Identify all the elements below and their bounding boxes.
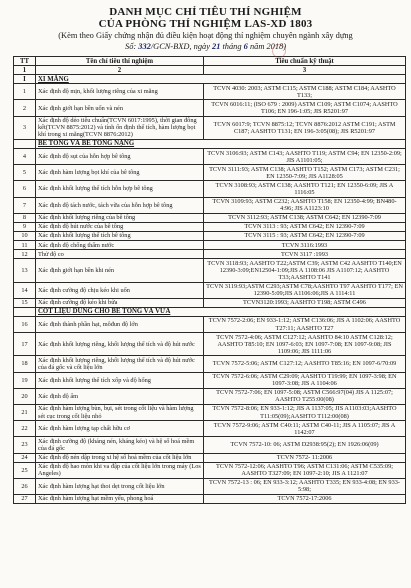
table-body [14, 75, 406, 504]
document-subtitle-line1: (Kèm theo Giấy chứng nhận đủ điều kiện hoạt động thí nghiệm chuyên ngành xây dựng [58, 31, 353, 40]
test-name: Xác định độ hút nước của bê tông [36, 222, 204, 231]
table-row [14, 316, 406, 332]
table-row [14, 149, 406, 165]
technical-standard: TCVN 3113 : 93; ASTM C642; EN 12390-7:09 [204, 222, 406, 231]
technical-standard: TCVN 3118:93; AASHTO T22;ASTM C39; ASTM C42 AASHTO T140;EN 12390-3:09;EN12504-1:09;JIS A 1108:06 JIS A1107:12; AASHTO T33;AASHTO T141 [204, 259, 406, 282]
table-row [14, 222, 406, 231]
technical-standard: TCVN 7572-4:06; ASTM C127:12; AASHTO 84:10 ASTM C128:12; AASHTO T85:10; EN 1097-6:03; EN 1097-7:08; EN 1097-9:08; JIS 1109:06; JIS 1111:06 [204, 333, 406, 356]
table-header-row [14, 57, 406, 66]
technical-standard: TCVN3120:1993; AASHTO T198; ASTM C496 [204, 298, 406, 307]
row-number: 20 [14, 388, 36, 404]
test-name: Xác định độ nén dập trong xi hệ số hoá mềm của cốt liệu lớn [36, 453, 204, 462]
subtitle-month-label: tháng [220, 42, 244, 51]
test-name: Xác định hàm lượng hạt thoi dẹt trong cốt liệu lớn [36, 478, 204, 494]
test-name: Xác định độ chống thấm nước [36, 241, 204, 250]
technical-standard: TCVN 6017:9; TCVN 8875:12; TCVN 8876:2012 ASTM C191; ASTM C187; AASHTO T131; EN 196-3:05(08); JIS R5201:97 [204, 116, 406, 139]
test-name: Xác định hàm lượng hạt mềm yếu, phong hoá [36, 494, 204, 503]
row-number: 19 [14, 372, 36, 388]
section-label: BÊ TÔNG VÀ BÊ TÔNG NẶNG [36, 139, 406, 148]
technical-standard: TCVN 3108:93; ASTM C138; AASHTO T121; EN 12350-6:09; JIS A 1116:05 [204, 181, 406, 197]
table-row [14, 213, 406, 222]
test-name: Xác định độ mịn, khối lượng riêng của xi măng [36, 84, 204, 100]
technical-standard: TCVN 3111:93; ASTM C138; AASHTO T152; ASTM C173; ASTM C231; EN 12350-7:09; JIS A1128:05 [204, 165, 406, 181]
row-number: 14 [14, 282, 36, 298]
column-number: 2 [36, 66, 204, 75]
row-number: 25 [14, 462, 36, 478]
technical-standard: TCVN 3109:93; ASTM C232; AASHTO T158; EN 12350-4:99; BN480-4:96; JIS A1123:10 [204, 197, 406, 213]
test-criteria-table [13, 56, 406, 504]
test-name: Xác định độ ẩm [36, 388, 204, 404]
test-name: Xác định khối lượng riêng của bê tông [36, 213, 204, 222]
row-number: 27 [14, 494, 36, 503]
section-number [14, 307, 36, 316]
test-name: Xác định khối lượng thể tích bê tông [36, 231, 204, 240]
table-row [14, 478, 406, 494]
column-number: 3 [204, 66, 406, 75]
section-label: CỐT LIỆU DÙNG CHO BÊ TÔNG VÀ VỮA [36, 307, 406, 316]
technical-standard: TCVN 7572-13 : 06; EN 933-3:12; AASHTO T335; EN 933-4:08; EN 933-5:98; [204, 478, 406, 494]
technical-standard: TCVN 3112:93; ASTM C138; ASTM C642; EN 12390-7:09 [204, 213, 406, 222]
subtitle-mid: /GCN-BXD, ngày [150, 42, 213, 51]
section-number: I [14, 75, 36, 84]
document-subtitle-line2 [0, 42, 411, 51]
test-name: Xác định độ dẻo tiêu chuẩn(TCVN 6017:1995), thời gian đông kết(TCVN 8875:2012) và tính ổn định thể tích, hàm lượng bọt khí trong xi măng(TCVN 8876:2012) [36, 116, 204, 139]
table-row [14, 494, 406, 503]
table-row [14, 388, 406, 404]
document-title-line2: CỦA PHÒNG THÍ NGHIỆM LAS-XD 1803 [98, 18, 313, 30]
subtitle-year: năm 2018) [247, 42, 286, 51]
technical-standard: TCVN 4030: 2003; ASTM C115; ASTM C188; ASTM C184; AASHTO T133; [204, 84, 406, 100]
technical-standard: TCVN 7572-8:06; EN 933-1:12; JIS A 1137:05; JIS A1103:03;AASHTO T11:05(09);AASHTO T112:00(08) [204, 404, 406, 420]
issue-month: 6 [243, 42, 248, 51]
row-number: 8 [14, 213, 36, 222]
document-title-line1: DANH MỤC CHỈ TIÊU THÍ NGHIỆM [109, 6, 302, 18]
row-number: 10 [14, 231, 36, 240]
table-row [14, 181, 406, 197]
row-number: 13 [14, 259, 36, 282]
table-row [14, 282, 406, 298]
technical-standard: TCVN 7572- 11:2006 [204, 453, 406, 462]
technical-standard: TCVN 7572-7:06; EN 1097-5:08; ASTM C566:97(04) JIS A 1125:07; AASHTO T255:00(08) [204, 388, 406, 404]
test-name: Xác định giới hạn bền khi nén [36, 259, 204, 282]
row-number: 1 [14, 84, 36, 100]
certificate-number: 332 [138, 42, 151, 51]
technical-standard: TCVN 7572-5:06; ASTM C127:12; AASHTO T85:16; EN 1097-6/70:09 [204, 356, 406, 372]
table-row [14, 231, 406, 240]
table-row [14, 453, 406, 462]
technical-standard: TCVN 6016:11; (ISO 679 : 2009) ASTM C109; ASTM C1074; AASHTO T106; EN 196-1:05; JIS R5201:97 [204, 100, 406, 116]
test-name: Xác định hàm lượng bùn, bụi, sét trong cốt liệu và hàm lượng sét cục trong cốt liệu nhỏ [36, 404, 204, 420]
subtitle-so: Số: [125, 42, 139, 51]
column-number: 1 [14, 66, 36, 75]
table-row [14, 116, 406, 139]
technical-standard: TCVN 7572-10: 06; ASTM D2938:95(2); EN 1926:06(09) [204, 437, 406, 453]
table-row [14, 165, 406, 181]
test-name: Xác định khối lượng thể tích xốp và độ hổng [36, 372, 204, 388]
row-number: 17 [14, 333, 36, 356]
table-row [14, 372, 406, 388]
header-tt: TT [14, 57, 36, 66]
section-number [14, 139, 36, 148]
table-row [14, 250, 406, 259]
table-row [14, 100, 406, 116]
test-name: Xác định độ tách nước, tách vữa của hỗn hợp bê tông [36, 197, 204, 213]
row-number: 11 [14, 241, 36, 250]
test-name: Xác định cường độ (kháng nén, kháng kéo) và hệ số hoá mềm của đá gốc [36, 437, 204, 453]
stamp-mark [272, 44, 286, 58]
technical-standard: TCVN 7572-6:06; ASTM C29:09; AASHTO T19:99; EN 1097-3:98; EN 1097-3:08; JIS A 1104:06 [204, 372, 406, 388]
row-number: 22 [14, 421, 36, 437]
test-name: Xác định thành phần hạt, môđun độ lớn [36, 316, 204, 332]
table-row [14, 197, 406, 213]
header-standard: Tiêu chuẩn kỹ thuật [204, 57, 406, 66]
test-name: Xác định cường độ kéo khi bửa [36, 298, 204, 307]
row-number: 6 [14, 181, 36, 197]
column-number-row [14, 66, 406, 75]
test-name: Thử độ co [36, 250, 204, 259]
technical-standard: TCVN 3119:93;ASTM C293;ASTM C78;AASHTO T97 AASHTO T177; EN 12390-5:09;JIS A1106:06;JIS A 1114:11 [204, 282, 406, 298]
table-row [14, 259, 406, 282]
issue-day: 21 [212, 42, 221, 51]
table-row [14, 298, 406, 307]
technical-standard: TCVN 7572-9:06; ASTM C40:11; ASTM C40-11; JIS A 1105:07; JIS A 1142:07 [204, 421, 406, 437]
test-name: Xác định độ sụt của hỗn hợp bê tông [36, 149, 204, 165]
technical-standard: TCVN 3106:93; ASTM C143; AASHTO T119; ASTM C94; EN 12350-2:09; JIS A1101:05; [204, 149, 406, 165]
table-row [14, 421, 406, 437]
row-number: 24 [14, 453, 36, 462]
table-row [14, 356, 406, 372]
test-name: Xác định hàm lượng tạp chất hữu cơ [36, 421, 204, 437]
test-name: Xác định giới hạn bền uốn và nén [36, 100, 204, 116]
row-number: 4 [14, 149, 36, 165]
technical-standard: TCVN 7572-12:06; AASHTO T96; ASTM C131:06; ASTM C535:09; AASHTO T327:09; EN 1097-2:10; JIS A 1121:07 [204, 462, 406, 478]
technical-standard: TCVN 7572-2:06; EN 933-1:12; ASTM C136:06; JIS A 1102:06; AASHTO T27:11; AASHTO T27 [204, 316, 406, 332]
technical-standard: TCVN 3117 :1993 [204, 250, 406, 259]
row-number: 7 [14, 197, 36, 213]
row-number: 18 [14, 356, 36, 372]
row-number: 3 [14, 116, 36, 139]
section-row [14, 139, 406, 148]
test-name: Xác định hàm lượng bọt khí của bê tông [36, 165, 204, 181]
table-row [14, 241, 406, 250]
table-row [14, 462, 406, 478]
row-number: 26 [14, 478, 36, 494]
row-number: 2 [14, 100, 36, 116]
table-row [14, 404, 406, 420]
table-row [14, 333, 406, 356]
test-name: Xác định khối lượng riêng, khối lượng thể tích và độ hút nước [36, 333, 204, 356]
row-number: 23 [14, 437, 36, 453]
test-name: Xác định cường độ chịu kéo khi uốn [36, 282, 204, 298]
test-name: Xác định khối lượng riêng, khối lượng thể tích và độ hút nước của đá gốc và cốt liệu lớn [36, 356, 204, 372]
row-number: 9 [14, 222, 36, 231]
section-row-cement [14, 75, 406, 84]
row-number: 15 [14, 298, 36, 307]
row-number: 5 [14, 165, 36, 181]
row-number: 16 [14, 316, 36, 332]
technical-standard: TCVN 3116:1993 [204, 241, 406, 250]
header-name: Tên chỉ tiêu thí nghiệm [36, 57, 204, 66]
table-row [14, 84, 406, 100]
section-row [14, 307, 406, 316]
section-label: XI MĂNG [36, 75, 406, 84]
row-number: 21 [14, 404, 36, 420]
table-row [14, 437, 406, 453]
technical-standard: TCVN 7572-17:2006 [204, 494, 406, 503]
technical-standard: TCVN 3115 : 93; ASTM C642; EN 12390-7:09 [204, 231, 406, 240]
test-name: Xác định độ hao mòn khi va đập của cốt liệu lớn trong máy (Los Angeles) [36, 462, 204, 478]
row-number: 12 [14, 250, 36, 259]
test-name: Xác định khối lượng thể tích hỗn hợp bê tông [36, 181, 204, 197]
